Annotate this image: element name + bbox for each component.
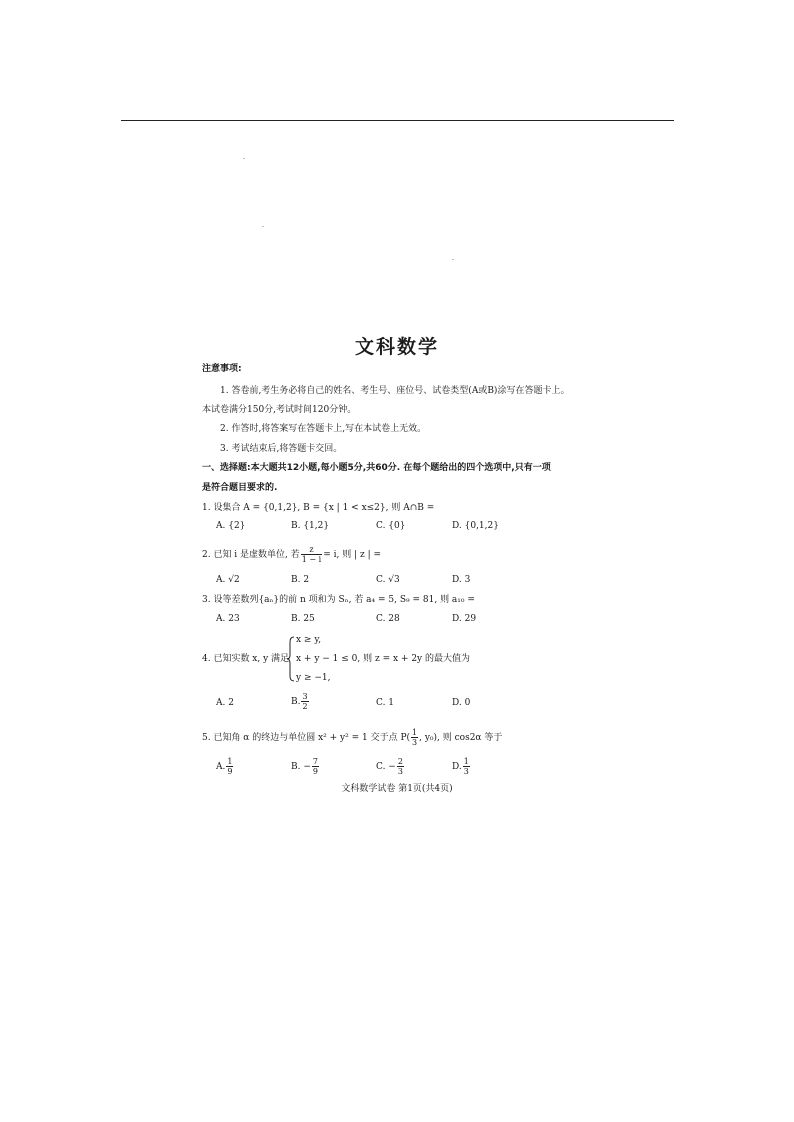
q5-c-den: 3 [397,767,403,776]
notice-heading: 注意事项: [202,364,242,374]
q2-option-c: C. √3 [376,575,400,585]
q4-constraint-1: x ≥ y, [296,635,322,645]
q4-option-b [291,692,310,711]
q3-option-b: B. 25 [291,614,315,624]
q3-option-a: A. 23 [216,614,240,624]
q5-option-a [216,757,234,776]
q1-option-b: B. {1,2} [291,521,330,531]
q5-stem-pre: 5. 已知角 α 的终边与单位圆 x² + y² = 1 交于点 P( [202,733,411,743]
scan-speck [452,259,454,260]
q5-b-prefix: B. − [291,762,311,772]
page-footer: 文科数学试卷 第1页(共4页) [341,784,453,794]
q5-b-den: 9 [312,767,318,776]
question-1-stem: 1. 设集合 A = {0,1,2}, B = {x | 1 < x≤2}, 则 A∩B = [202,503,435,513]
section-heading: 一、选择题:本大题共12小题,每小题5分,共60分. 在每个题给出的四个选项中,只有一项 [202,463,551,473]
q5-a-num: 1 [227,757,233,766]
section-heading-cont: 是符合题目要求的. [202,483,278,493]
question-2-stem [202,545,381,564]
scan-speck [243,158,245,159]
notice-3: 3. 考试结束后,将答题卡交回。 [220,444,343,454]
q5-d-den: 3 [463,767,469,776]
q5-point-fraction [411,728,418,747]
q1-option-a: A. {2} [216,521,246,531]
q2-option-a: A. √2 [216,575,240,585]
q1-option-d: D. {0,1,2} [452,521,499,531]
q2-frac-num: z [301,545,322,555]
q1-option-c: C. {0} [376,521,406,531]
q5-option-c [376,757,405,776]
notice-2: 2. 作答时,将答案写在答题卡上,写在本试卷上无效。 [220,424,427,434]
scan-speck [262,226,264,227]
q4-option-c: C. 1 [376,698,395,708]
q2-option-b: B. 2 [291,575,310,585]
q5-stem-post: , y₀), 则 cos2α 等于 [419,733,503,743]
q2-frac-den: 1 − i [301,555,322,564]
q5-point-num: 1 [412,728,418,737]
q4-constraint-2: x + y − 1 ≤ 0, 则 z = x + 2y 的最大值为 [296,654,470,664]
q5-a-prefix: A. [216,762,226,772]
q5-point-den: 3 [412,738,418,747]
page-title: 文科数学 [354,336,439,358]
notice-1-cont: 本试卷满分150分,考试时间120分钟。 [202,405,357,415]
q5-option-d [452,757,471,776]
q5-a-fraction [226,757,233,776]
q3-option-c: C. 28 [376,614,400,624]
q2-stem-pre: 2. 已知 i 是虚数单位, 若 [202,550,300,560]
q4-option-a: A. 2 [216,698,234,708]
notice-1: 1. 答卷前,考生务必将自己的姓名、考生号、座位号、试卷类型(A或B)涂写在答题卡上。 [220,386,570,396]
top-rule [121,120,674,121]
q5-option-b [291,757,320,776]
q4-b-den: 2 [302,702,308,711]
q5-d-prefix: D. [452,762,462,772]
question-5-stem [202,728,502,747]
question-3-stem: 3. 设等差数列{aₙ}的前 n 项和为 Sₙ, 若 a₄ = 5, S₉ = 81, 则 a₁₀ = [202,595,475,605]
q4-option-b-fraction [301,692,308,711]
q4-option-d: D. 0 [452,698,471,708]
q4-b-num: 3 [302,692,308,701]
question-4-stem: 4. 已知实数 x, y 满足 [202,654,290,664]
q5-d-fraction [463,757,470,776]
q4-option-b-prefix: B. [291,697,301,707]
q2-option-d: D. 3 [452,575,471,585]
q5-d-num: 1 [463,757,469,766]
q3-option-d: D. 29 [452,614,477,624]
q2-stem-post: = i, 则 | z | = [323,550,382,560]
q5-b-num: 7 [312,757,318,766]
q5-c-fraction [397,757,404,776]
q5-a-den: 9 [227,767,233,776]
q4-constraint-3: y ≥ −1, [296,673,331,683]
q5-c-num: 2 [397,757,403,766]
q5-b-fraction [312,757,319,776]
system-brace [287,636,295,682]
q2-fraction [301,545,322,564]
q5-c-prefix: C. − [376,762,396,772]
